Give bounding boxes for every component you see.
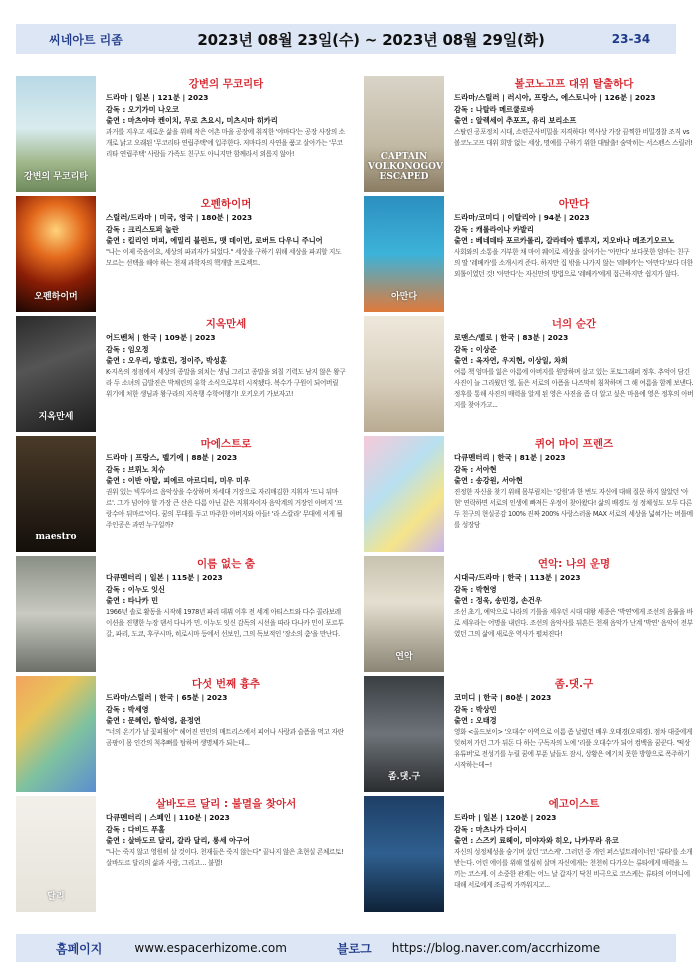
movie-synopsis: 권위 있는 빅투아르 음악상을 수상하며 차세대 거장으로 자리매김한 지휘자 '드니 뒤마르'. 그가 넘어야 할 가장 큰 산은 다름 아닌 같은 지휘자이자 음악계의 거장인 아버지 '프랑수아 뒤마르'이다. 꿈의 무대를 두고 마주한 아버지와 아들! '라 스칼라' 무대에 서게 될 주인공은 과연 누구일까? (106, 487, 343, 530)
movie-title: 살바도르 달리 : 불멸을 찾아서 (155, 798, 297, 810)
movie-director (106, 104, 346, 116)
director-label: 감독 : (454, 584, 476, 594)
director-label: 감독 : (454, 704, 476, 714)
director-label: 감독 : (454, 344, 476, 354)
cast-label: 출연 : (106, 836, 128, 846)
movie-title: 좀.댓.구 (554, 678, 594, 690)
movie-info (444, 76, 693, 196)
movie-poster (16, 196, 96, 312)
movie-poster (364, 76, 444, 192)
movie-meta: 드라마/스릴러 | 러시아, 프랑스, 에스토니아 | 126분 | 2023 (454, 93, 656, 102)
movie-title: 이름 없는 춤 (196, 558, 256, 570)
director-name: 다비드 푸홀 (127, 824, 165, 834)
poster-title: 좀.댓.구 (387, 772, 421, 782)
director-label: 감독 : (106, 104, 128, 114)
director-name: 박현영 (475, 584, 497, 594)
cast-label: 출연 : (106, 596, 128, 606)
director-label: 감독 : (454, 224, 476, 234)
cast-label: 출연 : (454, 116, 476, 126)
movie-synopsis: 자신의 성정체성을 숨기며 살던 '코스케'. 그러던 중 개인 퍼스널트레이너인 '류타'를 소개받는다. 어린 에이를 위해 열심히 살며 자신에게는 천천히 다가오는 류타에게 매력을 느끼는 코스케. 이 소중한 관계는 어느 날 갑자기 닥친 비극으로 코스케는 류타의 어머니에 대해 서로에게 조금씩 가까워지고... (454, 847, 693, 890)
movie-cast (454, 715, 693, 727)
movie-synopsis: "너의 온기가 날 꽃피웠어" 헤어진 연인의 매트리스에서 피어나 사랑과 슬픔을 먹고 자란 곰팡이 몸 인간의 척추뼈를 탐하며 생명체가 되는데... (106, 727, 344, 747)
cast-names: 스즈키 료헤이, 미야자와 히오, 나카무라 유코 (475, 836, 619, 846)
movie-cast (454, 235, 693, 247)
cast-names: 송강원, 서아현 (475, 476, 523, 486)
movie-synopsis: 여름 책 엄마를 잃은 아름에 아버지를 원망하며 살고 있는 포토그래퍼 정후. 추억이 담긴 사진이 늘 그리웠던 영, 둘은 서로의 아픔을 나즈막히 침착하며 그 해 여름을 함께 보낸다. 정후를 통해 사진의 매력을 알게 된 영은 사진을 좀 더 알고 싶은 마음에 영은 정후의 아버지를 찾아가고... (454, 367, 693, 410)
movie-cast (454, 475, 693, 487)
movie-info (96, 556, 346, 676)
movie-synopsis: "나는 이제 죽음이요, 세상의 파괴자가 되었다." 세상을 구하기 위해 세상을 파괴할 지도 모르는 선택을 해야 하는 천재 과학자의 핵개발 프로젝트. (106, 247, 342, 267)
movie-meta: 로맨스/멜로 | 한국 | 83분 | 2023 (454, 333, 569, 342)
movie-cast (106, 715, 346, 727)
movie-director (454, 224, 693, 236)
movie-poster (364, 796, 444, 912)
schedule-period: 2023년 08월 23일(수) ~ 2023년 08월 29일(화) (197, 30, 545, 49)
movie-synopsis: 1966년 솔로 활동을 시작해 1978년 파리 데뷔 이후 전 세계 아티스트와 다수 콜라보레이션을 진행한 누장 댄서 다나카 민. 이누도 잇신 감독의 시선을 따라 다나카 민이 포르투갈, 파리, 도쿄, 후쿠시마, 히로시마 등에서 선보인, 그의 독보적인 '장소의 춤'을 만난다. (106, 607, 344, 639)
movie-info (96, 436, 346, 556)
movie-title: 에고이스트 (548, 798, 600, 810)
movie-poster (16, 76, 96, 192)
cast-label: 출연 : (106, 356, 128, 366)
cast-names: 이반 아탈, 피에르 아르디티, 미우 미우 (127, 476, 250, 486)
movie-cast (106, 115, 346, 127)
footer-bar (16, 934, 676, 962)
movie-meta: 시대극/드라마 | 한국 | 113분 | 2023 (454, 573, 581, 582)
poster-title: maestro (35, 532, 77, 542)
director-label: 감독 : (106, 224, 128, 234)
movie-title: 퀴어 마이 프렌즈 (534, 438, 614, 450)
movie-title: 볼코노고프 대위 탈출하다 (514, 78, 634, 90)
cast-names: 알렉세이 추포프, 유리 보리소프 (475, 116, 577, 126)
director-name: 브뤼노 치슈 (127, 464, 165, 474)
poster-title: 아만다 (390, 292, 418, 302)
header-bar (16, 24, 676, 54)
movie-entry (364, 196, 693, 316)
movie-poster (16, 676, 96, 792)
movie-director (106, 344, 346, 356)
movie-director (106, 704, 346, 716)
movie-entry (16, 436, 346, 556)
movie-meta: 다큐멘터리 | 스페인 | 110분 | 2023 (106, 813, 230, 822)
movie-info (96, 676, 346, 796)
movie-info (96, 796, 346, 916)
movie-title: 오펜하이머 (200, 198, 252, 210)
director-name: 서아현 (475, 464, 497, 474)
director-label: 감독 : (454, 824, 476, 834)
director-label: 감독 : (454, 104, 476, 114)
movie-director (106, 464, 346, 476)
director-name: 이누도 잇신 (127, 584, 165, 594)
movie-title: 다섯 번째 흉추 (191, 678, 261, 690)
movie-cast (106, 355, 346, 367)
cast-label: 출연 : (454, 596, 476, 606)
movie-director (106, 224, 346, 236)
movie-poster (364, 316, 444, 432)
movie-info (96, 76, 346, 196)
director-name: 임오정 (127, 344, 149, 354)
movie-cast (454, 355, 693, 367)
movie-cast (106, 835, 346, 847)
director-label: 감독 : (106, 824, 128, 834)
homepage-link[interactable]: www.espacerhizome.com (134, 941, 287, 955)
movie-poster (364, 196, 444, 312)
movie-entry (16, 676, 346, 796)
movie-poster (16, 796, 96, 912)
movie-entry (16, 196, 346, 316)
movie-entry (16, 796, 346, 916)
week-number: 23-34 (611, 32, 651, 46)
cast-names: 오태경 (475, 716, 497, 726)
cast-label: 출연 : (454, 836, 476, 846)
director-name: 크리스토퍼 놀란 (127, 224, 179, 234)
director-name: 이상준 (475, 344, 497, 354)
cast-label: 출연 : (454, 236, 476, 246)
poster-title: 오펜하이머 (34, 292, 78, 302)
cast-label: 출연 : (106, 116, 128, 126)
movie-info (96, 316, 346, 436)
movie-cast (106, 595, 346, 607)
movie-info (444, 796, 693, 916)
movie-meta: 드라마/코미디 | 이탈리아 | 94분 | 2023 (454, 213, 590, 222)
movie-entry (364, 676, 693, 796)
left-movie-column (16, 76, 346, 916)
cast-names: 마츠야마 켄이치, 무로 츠요시, 미츠시마 히카리 (127, 116, 278, 126)
poster-title: CAPTAIN VOLKONOGOV ESCAPED (368, 152, 443, 182)
cast-names: 타나카 민 (127, 596, 159, 606)
director-label: 감독 : (106, 584, 128, 594)
movie-entry (16, 316, 346, 436)
director-name: 오기가미 나오코 (127, 104, 179, 114)
movie-poster (364, 436, 444, 552)
movie-director (454, 344, 693, 356)
movie-meta: 드라마 | 일본 | 120분 | 2023 (454, 813, 557, 822)
movie-entry (16, 76, 346, 196)
movie-title: 아만다 (558, 198, 590, 210)
movie-cast (106, 475, 346, 487)
movie-synopsis: 진정한 자신을 찾기 위해 몸부림치는 '강원'과 한 번도 자신에 대해 질문 하지 않았던 '아현' 연락하면 서로의 인생에 빠져든 우정이 찾아왔다! 삶의 배경도 성 정체성도 모두 다른 두 친구의 현실공감 100% 진짜 200% 사랑스러움 MAX 서로의 세상을 넓혀가는 버틀메를 성장담 (454, 487, 693, 530)
poster-title: 달리 (47, 892, 65, 902)
director-name: 나탈라 메르쿨로바 (475, 104, 534, 114)
movie-entry (364, 796, 693, 916)
movie-entry (364, 556, 693, 676)
movie-poster (364, 676, 444, 792)
director-name: 박상민 (475, 704, 497, 714)
cast-label: 출연 : (106, 476, 128, 486)
poster-title: 연악 (395, 652, 413, 662)
cast-label: 출연 : (454, 716, 476, 726)
cast-names: 킬리언 머피, 에밀리 블런트, 맷 데이먼, 로버트 다우니 주니어 (127, 236, 323, 246)
movie-director (106, 824, 346, 836)
movie-title: 연악: 나의 운명 (537, 558, 611, 570)
director-label: 감독 : (106, 704, 128, 714)
movie-info (444, 436, 693, 556)
movie-meta: 드라마 | 프랑스, 벨기에 | 88분 | 2023 (106, 453, 238, 462)
movie-director (454, 584, 693, 596)
movie-entry (364, 76, 693, 196)
movie-info (444, 316, 693, 436)
movie-director (454, 464, 693, 476)
movie-director (106, 584, 346, 596)
cast-names: 옥자연, 우지현, 이상일, 차희 (475, 356, 568, 366)
cast-names: 문혜인, 함석영, 윤정연 (127, 716, 201, 726)
movie-info (96, 196, 346, 316)
movie-title: 마에스트로 (200, 438, 252, 450)
cinema-name: 씨네아트 리좀 (49, 32, 123, 47)
director-label: 감독 : (106, 344, 128, 354)
movie-cast (106, 235, 346, 247)
movie-director (454, 824, 693, 836)
movie-synopsis: K-지옥의 정점에서 세상의 종말을 외치는 생님 그리고 종말을 외칠 기력도 남지 않은 왕구라 두 소녀의 급발진은 박채린의 유학 소식으로부터 시작됐다. 복수가 구원이 되어버릴 위기에 처한 생님과 왕구라의 지옥행 수학여행기! 오키오키 가보자고! (106, 367, 346, 399)
movie-director (454, 104, 693, 116)
movie-synopsis: 과거를 지우고 새로운 삶을 위해 작은 어촌 마을 공장에 취직한 '야마다'는 공장 사장의 소개로 낡고 오래된 '무코리타 연립주택'에 입주한다. 저마다의 사연을 품고 살아가는 '무코리타 연립주택' 사람들 가족도 친구도 아니지만 함께라서 외롭지 않아! (106, 127, 345, 159)
movie-info (444, 556, 693, 676)
director-label: 감독 : (454, 464, 476, 474)
movie-synopsis: 사회와의 소통을 거부한 채 마이 웨이로 세상을 살아가는 '아만다' 보다못한 엄마는 친구의 딸 '레베카'를 소개시켜 준다. 하지만 집 밖을 나가지 않는 '레베카'는 '아만다'보다 더한 외톨이였던 것! '아만다'는 자신만의 방법으로 '레베카'에게 접근하지만 쉽지가 않다. (454, 247, 693, 279)
movie-meta: 스릴러/드라마 | 미국, 영국 | 180분 | 2023 (106, 213, 253, 222)
blog-link[interactable]: https://blog.naver.com/accrhizome (391, 941, 601, 955)
poster-title: 강변의 무코리타 (24, 172, 88, 182)
movie-entry (16, 556, 346, 676)
cast-names: 살바도르 달리, 갈라 달리, 롱세 아구어 (127, 836, 250, 846)
poster-title: 지옥만세 (38, 412, 74, 422)
movie-info (444, 676, 693, 796)
cast-label: 출연 : (454, 356, 476, 366)
movie-info (444, 196, 693, 316)
movie-poster (16, 316, 96, 432)
movie-cast (454, 835, 693, 847)
movie-cast (454, 115, 693, 127)
movie-synopsis: 조선 초기, 예악으로 나라의 기틀을 세우던 시대 대왕 세종은 '박연'에게 조선의 음률을 바로 세우라는 어명을 내린다. 조선의 음악사를 뒤흔든 천재 음악가 난계 '박연' 음악이 전부였던 그의 삶에 새로운 역사가 펼쳐진다! (454, 607, 693, 639)
movie-synopsis: 영화 <올드보이> '오대수' 아역으로 이름 좀 날렸던 배우 오태경(오태경). 점차 대중에게 잊혀져 가던 그가 뒤돈 다 하는 구독자의 노예 '리플 오대수'가 되어 컴백을 꿈꾼다. '떡상 유튜버'로 전성기를 누릴 꿈에 부푼 날들도 잠시, 상황은 예기치 못한 방향으로 폭주하기 시작하는데~! (454, 727, 693, 770)
homepage-label: 홈페이지 (56, 941, 103, 956)
movie-synopsis: 스탈린 공포정치 시대, 소련군사비밀을 저격하다! 역사상 가장 끔찍한 비밀경찰 조직 vs 볼코노고프 대위 희망 없는 세상, 명예를 구하기 위한 대탈출! 숨막히는 서스펜스 스릴러! (454, 127, 693, 147)
movie-meta: 코미디 | 한국 | 80분 | 2023 (454, 693, 552, 702)
movie-entry (364, 436, 693, 556)
movie-entry (364, 316, 693, 436)
movie-poster (364, 556, 444, 672)
movie-meta: 다큐멘터리 | 한국 | 81분 | 2023 (454, 453, 566, 462)
director-name: 마츠나가 다이시 (475, 824, 527, 834)
blog-label: 블로그 (336, 941, 372, 956)
director-name: 캐롤라이나 카발리 (475, 224, 534, 234)
movie-title: 너의 순간 (551, 318, 597, 330)
movie-meta: 다큐멘터리 | 일본 | 115분 | 2023 (106, 573, 223, 582)
movie-meta: 드라마 | 일본 | 121분 | 2023 (106, 93, 209, 102)
movie-cast (454, 595, 693, 607)
cast-label: 출연 : (106, 716, 128, 726)
cast-names: 베네데타 포르카롤리, 갈라테아 벨루지, 지오바나 메조기오르노 (475, 236, 675, 246)
movie-director (454, 704, 693, 716)
cast-names: 오우리, 방효린, 정이주, 박성훈 (127, 356, 227, 366)
director-label: 감독 : (106, 464, 128, 474)
cast-label: 출연 : (106, 236, 128, 246)
cast-label: 출연 : (454, 476, 476, 486)
director-name: 박세영 (127, 704, 149, 714)
movie-title: 강변의 무코리타 (188, 78, 264, 90)
movie-synopsis: "나는 죽지 않고 영원히 살 것이다. 천재들은 죽지 않는다" 끝나지 않은 초현실 콘체르토! 살바도르 달리의 삶과 사랑, 그리고… 불멸! (106, 847, 344, 867)
movie-meta: 어드벤처 | 한국 | 109분 | 2023 (106, 333, 216, 342)
movie-title: 지옥만세 (205, 318, 247, 330)
cast-names: 정욱, 송민경, 손건우 (475, 596, 542, 606)
right-movie-column (364, 76, 693, 916)
movie-meta: 드라마/스릴러 | 한국 | 65분 | 2023 (106, 693, 228, 702)
movie-poster (16, 556, 96, 672)
movie-poster (16, 436, 96, 552)
